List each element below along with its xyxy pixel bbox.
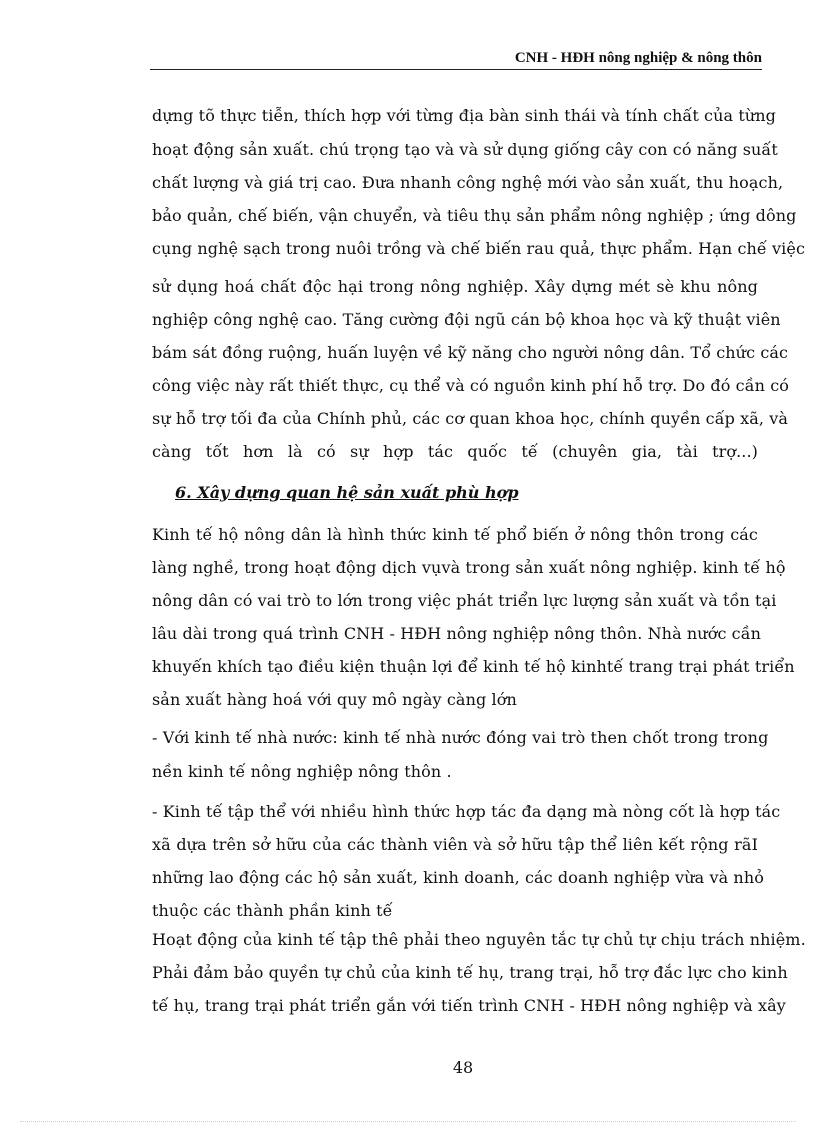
text-line: Phải đảm bảo quyền tự chủ của kinh tế hụ, trang trại, hỗ trợ đắc lực cho kinh: [152, 963, 788, 982]
text-line: công việc này rất thiết thực, cụ thể và có nguồn kinh phí hỗ trợ. Do đó cần có: [152, 376, 789, 395]
text-line: sự hỗ trợ tối đa của Chính phủ, các cơ quan khoa học, chính quyền cấp xã, và: [152, 409, 789, 428]
text-line: bảo quản, chế biến, vận chuyển, và tiêu thụ sản phẩm nông nghiệp ; ứng dông: [152, 206, 797, 225]
bullet-line: thuộc các thành phần kinh tế: [152, 901, 393, 920]
text-line: cụng nghệ sạch trong nuôi trồng và chế biến rau quả, thực phẩm. Hạn chế việc: [152, 239, 806, 258]
header-divider: [150, 69, 762, 70]
bullet-line: xã dựa trên sở hữu của các thành viên và sở hữu tập thể liên kết rộng rãI: [152, 835, 758, 854]
text-line: nông dân có vai trò to lớn trong việc phát triển lực lượng sản xuất và tồn tại: [152, 591, 777, 610]
bullet-line: - Kinh tế tập thể với nhiều hình thức hợp tác đa dạng mà nòng cốt là hợp tác: [152, 802, 781, 821]
text-line: chất lượng và giá trị cao. Đưa nhanh công nghệ mới vào sản xuất, thu hoạch,: [152, 173, 784, 192]
text-line: tế hụ, trang trại phát triển gắn với tiến trình CNH - HĐH nông nghiệp và xây: [152, 996, 786, 1015]
text-line: khuyến khích tạo điều kiện thuận lợi để kinh tế hộ kinhtế trang trại phát triển: [152, 657, 795, 676]
text-line: nghiệp công nghệ cao. Tăng cường đội ngũ cán bộ khoa học và kỹ thuật viên: [152, 310, 781, 329]
section-heading: 6. Xây dựng quan hệ sản xuất phù hợp: [175, 483, 519, 502]
text-line: càng tốt hơn là có sự hợp tác quốc tế (chuyên gia, tài trợ...): [152, 442, 758, 461]
bullet-line: nền kinh tế nông nghiệp nông thôn .: [152, 762, 452, 781]
bullet-line: những lao động các hộ sản xuất, kinh doanh, các doanh nghiệp vừa và nhỏ: [152, 868, 764, 887]
page-number: 48: [452, 1058, 474, 1077]
text-line: hoạt động sản xuất. chú trọng tạo và và sử dụng giống cây con có năng suất: [152, 140, 778, 159]
text-line: Kinh tế hộ nông dân là hình thức kinh tế phổ biến ở nông thôn trong các: [152, 525, 758, 544]
text-line: sản xuất hàng hoá với quy mô ngày càng lớn: [152, 690, 517, 709]
bullet-line: - Với kinh tế nhà nước: kinh tế nhà nước đóng vai trò then chốt trong trong: [152, 728, 769, 747]
text-line: làng nghề, trong hoạt động dịch vụvà trong sản xuất nông nghiệp. kinh tế hộ: [152, 558, 786, 577]
page-bottom-divider: [20, 1121, 796, 1122]
text-line: sử dụng hoá chất độc hại trong nông nghiệp. Xây dựng mét sè khu nông: [152, 277, 758, 296]
text-line: dựng tõ thực tiễn, thích hợp với từng địa bàn sinh thái và tính chất của từng: [152, 106, 777, 125]
text-line: Hoạt động của kinh tế tập thê phải theo nguyên tắc tự chủ tự chịu trách nhiệm.: [152, 930, 806, 949]
text-line: lâu dài trong quá trình CNH - HĐH nông nghiệp nông thôn. Nhà nước cần: [152, 624, 762, 643]
header-title: CNH - HĐH nông nghiệp & nông thôn: [514, 50, 762, 66]
text-line: bám sát đồng ruộng, huấn luyện về kỹ năng cho người nông dân. Tổ chức các: [152, 343, 789, 362]
